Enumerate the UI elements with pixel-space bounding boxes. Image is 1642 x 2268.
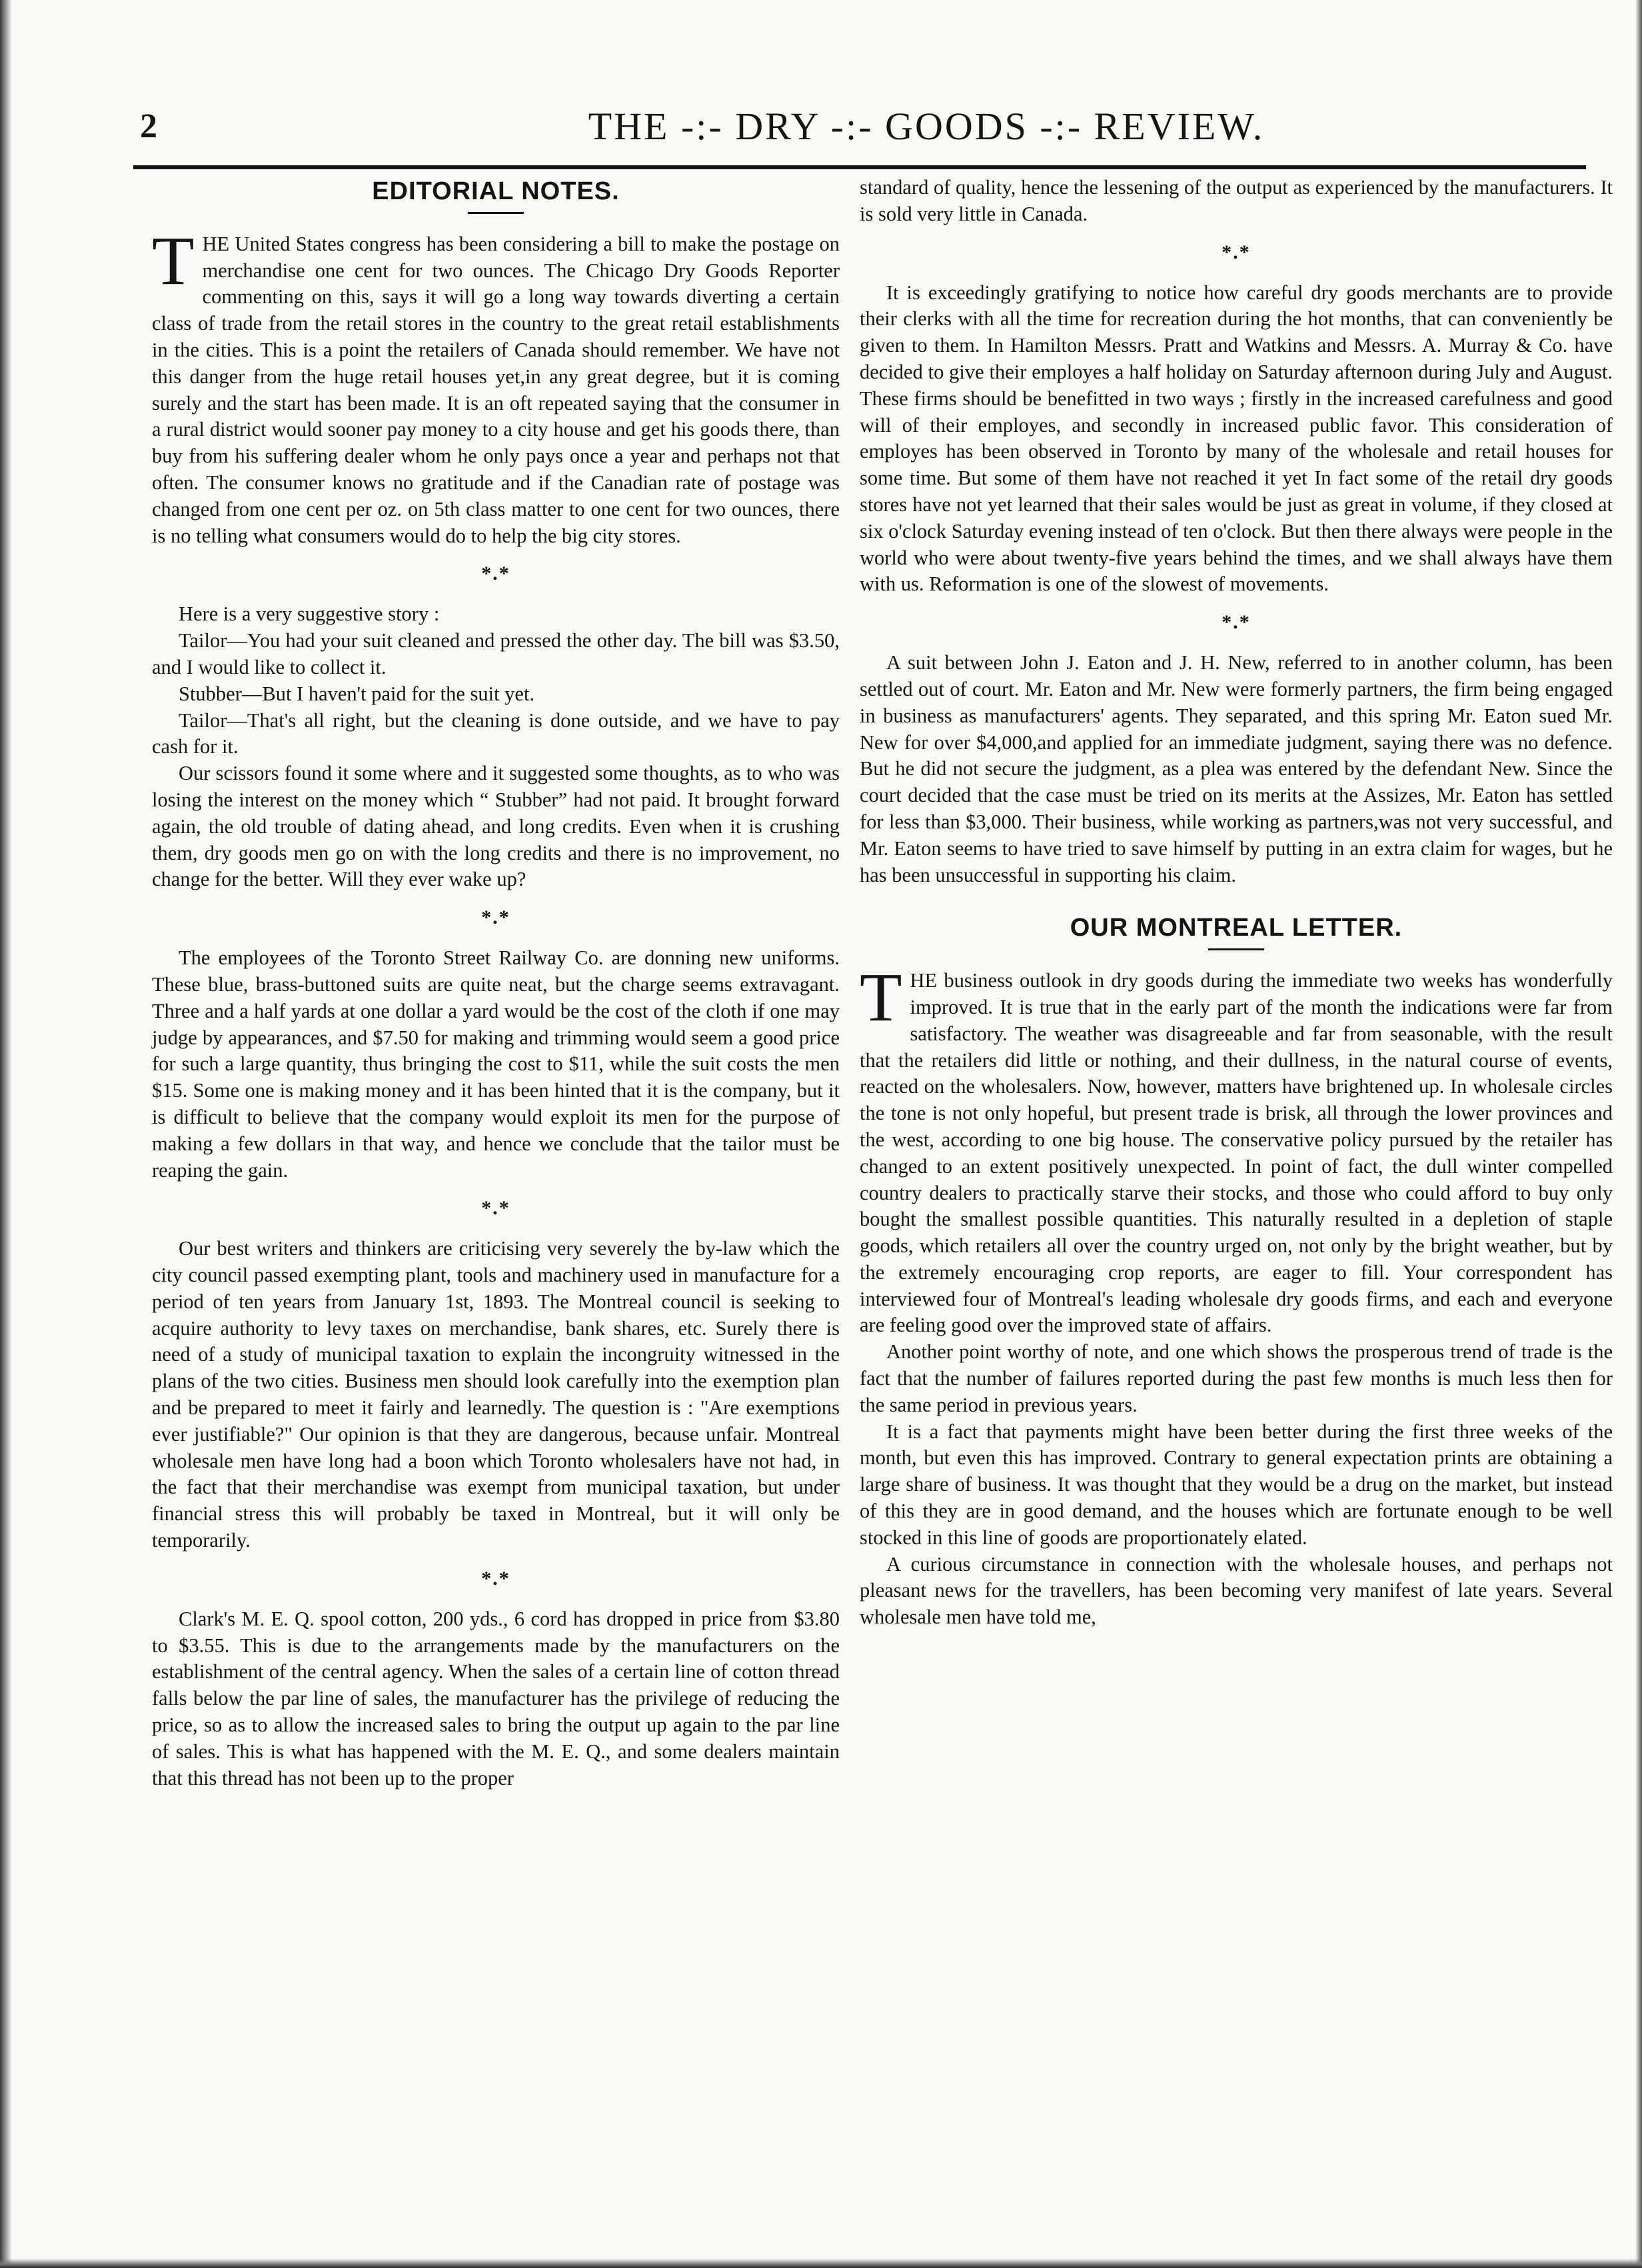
article-paragraph: Tailor—That's all right, but the cleaning is done outside, and we have to pay cash for it. (152, 708, 840, 758)
montreal-letter-title: OUR MONTREAL LETTER. (1070, 914, 1403, 942)
article-paragraph (152, 222, 840, 550)
article-paragraph: standard of quality, hence the lessening of the output as experienced by the manufacturers. It is sold very little in Canada. (860, 176, 1613, 225)
article-paragraph: A suit between John J. Eaton and J. H. New, referred to in another column, has been settled out of court. Mr. Eaton and Mr. New were formerly partners, the firm being engaged in business as manufacturers' agents. They separated, and this spring Mr. Eaton sued Mr. New for over $4,000,and applied for an immediate judgment, saying there was no defence. But he did not secure the judgment, as a plea was entered by the defendant New. Since the court decided that the case must be tried on its merits at the Assizes, Mr. Eaton has settled for less than $3,000. Their business, while working as partners,was not very successful, and Mr. Eaton seems to have tried to save himself by putting in an extra claim for wages, but he has been unsuccessful in supporting his claim. (860, 651, 1613, 886)
left-column (152, 175, 840, 1791)
article-paragraph: It is exceedingly gratifying to notice how careful dry goods merchants are to provide their clerks with all the time for recreation during the hot months, that can conveniently be given to them. In Hamilton Messrs. Pratt and Watkins and Messrs. A. Murray & Co. have decided to give their employes a half holiday on Saturday afternoon during July and August. These firms should be benefitted in two ways ; firstly in the increased carefulness and good will of their employes, and secondly in increased public favor. This consideration of employes has been observed in Toronto by many of the wholesale and retail houses for some time. But some of them have not reached it yet In fact some of the retail dry goods stores have not yet learned that their sales would be just as great in volume, if they closed at six o'clock Saturday evening instead of ten o'clock. But then there always were people in the world who were about twenty-five years behind the times, and we shall always have them with us. Reformation is one of the slowest of movements. (860, 281, 1613, 596)
section-separator: *.* (481, 1567, 510, 1590)
scan-right-edge (1635, 0, 1642, 2268)
article-paragraph: Stubber—But I haven't paid for the suit yet. (179, 682, 535, 705)
section-separator: *.* (1222, 241, 1251, 263)
editorial-notes-title: EDITORIAL NOTES. (372, 177, 620, 205)
title-rule (1208, 948, 1264, 950)
article-paragraph: The employees of the Toronto Street Railway Co. are donning new uniforms. These blue, brass-buttoned suits are quite neat, but the charge seems extravagant. Three and a half yards at one dollar a yard would be the cost of the cloth if one may judge by appearances, and $7.50 for making and trimming would seem a good price for such a large quantity, thus bringing the cost to $11, while the suit costs the men $15. Some one is making money and it has been hinted that it is the company, but it is difficult to believe that the company would exploit its men for the purpose of making a few dollars in that way, and hence we conclude that the tailor must be reaping the gain. (152, 946, 840, 1182)
section-separator: *.* (481, 563, 510, 585)
paragraph-text: HE business outlook in dry goods during the immediate two weeks has wonderfully improved. It is true that in the early part of the month the indications were far from satisfactory. The weather was disagreeable and far from seasonable, with the result that the retailers did little or nothing, and their dullness, in the natural course of events, reacted on the wholesalers. Now, however, matters have brightened up. In wholesale circles the tone is not only hopeful, but present trade is brisk, all through the lower provinces and the west, according to one big house. The conservative policy pursued by the retailer has changed to an extent positively unexpected. In point of fact, the dull winter compelled country dealers to practically starve their stocks, and those who could afford to buy only bought the smallest possible quantities. This naturally resulted in a depletion of staple goods, which retailers all over the country urged on, not only by the bright weather, but by the extremely encouraging crop reports, are eager to fill. Your correspondent has interviewed four of Montreal's leading wholesale dry goods firms, and each and everyone are feeling good over the improved state of affairs. (860, 969, 1613, 1337)
article-paragraph: Our scissors found it some where and it suggested some thoughts, as to who was losing the interest on the money which “ Stubber” had not paid. It brought forward again, the old trouble of dating ahead, and long credits. Even when it is crushing them, dry goods men go on with the long credits and there is no improvement, no change for the better. Will they ever wake up? (152, 762, 840, 891)
section-separator: *.* (481, 1197, 510, 1220)
article-paragraph: It is a fact that payments might have been better during the first three weeks of the month, but even this has improved. Contrary to general expectation prints are obtaining a large share of business. It was thought that they would be a drug on the market, but instead of this they are in good demand, and the houses which are fortunate enough to be well stocked in this line of goods are proportionately elated. (860, 1420, 1613, 1549)
article-paragraph: Another point worthy of note, and one which shows the prosperous trend of trade is the fact that the number of failures reported during the past few months is much less then for the same period in previous years. (860, 1340, 1613, 1416)
drop-cap: T (860, 959, 902, 1036)
section-separator: *.* (1222, 611, 1251, 634)
scan-bottom-edge (0, 2259, 1642, 2268)
article-paragraph: Our best writers and thinkers are criticising very severely the by-law which the city council passed exempting plant, tools and machinery used in manufacture for a period of ten years from January 1st, 1893. The Montreal council is seeking to acquire authority to levy taxes on merchandise, bank shares, etc. Surely there is need of a study of municipal taxation to explain the incongruity witnessed in the plans of the two cities. Business men should look carefully into the exemption plan and be prepared to meet it fairly and learnedly. The question is : "Are exemptions ever justifiable?" Our opinion is that they are dangerous, because unfair. Montreal wholesale men have long had a boon which Toronto wholesalers have not had, in the fact that their merchandise was exempt from municipal taxation, but under financial stress this will probably be taxed in Montreal, but it will only be temporarily. (152, 1237, 840, 1552)
header-rule (133, 165, 1586, 169)
page-header (133, 100, 1586, 160)
page-number: 2 (140, 107, 157, 145)
right-column (860, 175, 1613, 1631)
paragraph-text: HE United States congress has been considering a bill to make the postage on merchandise one cent for two ounces. The Chicago Dry Goods Reporter commenting on this, says it will go a long way towards diverting a certain class of trade from the retail stores in the country to the great retail establishments in the cities. This is a point the retailers of Canada should remember. We have not this danger from the huge retail houses yet,in any great degree, but it is coming surely and the start has been made. It is an oft repeated saying that the consumer in a rural district would sooner pay money to a city house and get his goods there, than buy from his suffering dealer whom he only pays once a year and perhaps not that often. The consumer knows no gratitude and if the Canadian rate of postage was changed from one cent per oz. on 5th class matter to one cent for two ounces, there is no telling what consumers would do to help the big city stores. (152, 232, 840, 547)
article-paragraph: A curious circumstance in connection with the wholesale houses, and perhaps not pleasant news for the travellers, has been becoming very manifest of late years. Several wholesale men have told me, (860, 1552, 1613, 1629)
article-paragraph (860, 959, 1613, 1339)
article-paragraph: Clark's M. E. Q. spool cotton, 200 yds., 6 cord has dropped in price from $3.80 to $3.55. This is due to the arrangements made by the manufacturers on the establishment of the central agency. When the sales of a certain line of cotton thread falls below the par line of sales, the manufacturer has the privilege of reducing the price, so as to allow the increased sales to bring the output up again to the par line of sales. This is what has happened with the M. E. Q., and some dealers maintain that this thread has not been up to the proper (152, 1607, 840, 1789)
article-paragraph: Tailor—You had your suit cleaned and pressed the other day. The bill was $3.50, and I would like to collect it. (152, 629, 840, 678)
article-paragraph: Here is a very suggestive story : (179, 602, 440, 626)
masthead-title: THE -:- DRY -:- GOODS -:- REVIEW. (588, 105, 1265, 148)
title-rule (468, 212, 524, 214)
section-separator: *.* (481, 906, 510, 929)
drop-cap: T (152, 222, 195, 299)
scan-left-edge (0, 0, 12, 2268)
